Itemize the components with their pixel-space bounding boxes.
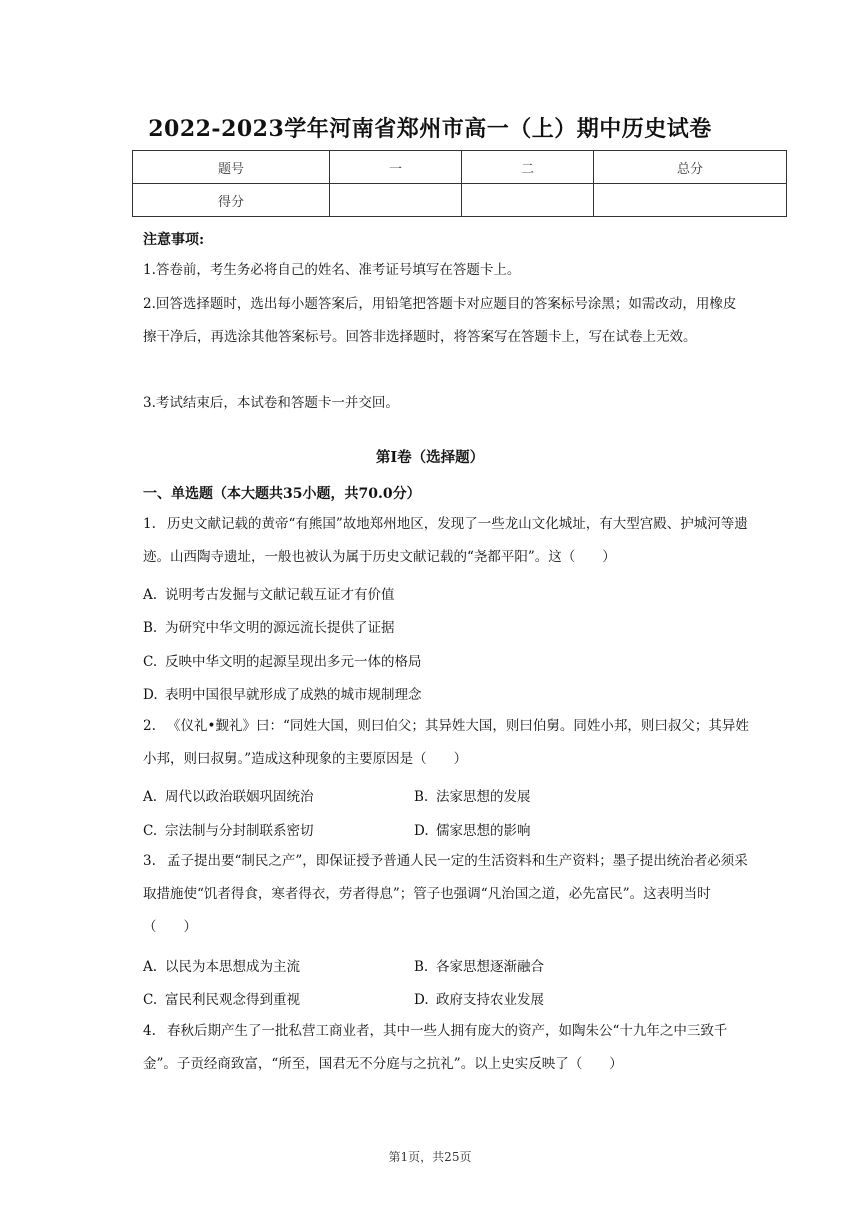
score-cell [462, 184, 594, 217]
notice-item: 2.回答选择题时，选出每小题答案后，用铅笔把答题卡对应题目的答案标号涂黑；如需改动，用橡皮擦干净后，再选涂其他答案标号。回答非选择题时，将答案写在答题卡上，写在试卷上无效。 [143, 296, 737, 345]
question-number: 2. [143, 718, 156, 734]
option-text: 富民利民观念得到重视 [165, 992, 300, 1008]
option-text: 儒家思想的影响 [436, 823, 531, 839]
option-text: 为研究中华文明的源远流长提供了证据 [165, 620, 395, 636]
option [143, 785, 314, 805]
option [414, 785, 531, 805]
question-stem [143, 710, 749, 776]
option-label: D. [414, 823, 429, 839]
option-label: C. [143, 823, 158, 839]
option [414, 955, 544, 975]
score-header-cell: 题号 [133, 151, 330, 184]
option [143, 955, 300, 975]
question-text: 孟子提出要“制民之产”，即保证授予普通人民一定的生活资料和生产资料；墨子提出统治者必须采取措施使“饥者得食，寒者得衣，劳者得息”；管子也强调“凡治国之道，必先富民”。这表明当时（ ） [143, 853, 748, 935]
score-row-label: 得分 [133, 184, 330, 217]
question-number: 3. [143, 853, 156, 869]
option-label: B. [143, 620, 158, 636]
option-text: 说明考古发掘与文献记载互证才有价值 [165, 587, 395, 603]
option [414, 819, 531, 839]
option-label: B. [414, 959, 429, 975]
option-text: 表明中国很早就形成了成熟的城市规制理念 [165, 687, 422, 703]
option-text: 政府支持农业发展 [436, 992, 544, 1008]
score-header-cell: 总分 [594, 151, 787, 184]
option [143, 819, 314, 839]
option-text: 法家思想的发展 [436, 789, 531, 805]
option-label: C. [143, 654, 158, 670]
option [414, 988, 544, 1008]
option-label: D. [414, 992, 429, 1008]
page-footer: 第1页，共25页 [388, 1150, 472, 1164]
score-table-score-row [133, 184, 787, 217]
option-label: C. [143, 992, 158, 1008]
question-text: 《仪礼•觐礼》曰：“同姓大国，则曰伯父；其异姓大国，则曰伯舅。同姓小邦，则曰叔父；其异姓小邦，则曰叔舅。”造成这种现象的主要原因是（ ） [143, 718, 749, 767]
notice-item: 3.考试结束后，本试卷和答题卡一并交回。 [143, 395, 399, 411]
option [143, 616, 395, 636]
option-text: 宗法制与分封制联系密切 [165, 823, 314, 839]
option-label: A. [143, 587, 158, 603]
option [143, 650, 422, 670]
question-number: 4. [143, 1023, 156, 1039]
option-label: A. [143, 959, 158, 975]
option [143, 683, 422, 703]
option-text: 反映中华文明的起源呈现出多元一体的格局 [165, 654, 422, 670]
option-text: 各家思想逐渐融合 [436, 959, 544, 975]
option-label: D. [143, 687, 158, 703]
question-number: 1. [143, 516, 156, 532]
score-cell [594, 184, 787, 217]
section-title: 第I卷（选择题） [375, 449, 485, 466]
option-text: 以民为本思想成为主流 [165, 959, 300, 975]
option-label: A. [143, 789, 158, 805]
notice-heading: 注意事项: [143, 232, 205, 248]
option-label: B. [414, 789, 429, 805]
question-stem [143, 1015, 749, 1081]
score-cell [330, 184, 462, 217]
question-stem [143, 845, 749, 944]
part-title: 一、单选题（本大题共35小题，共70.0分） [143, 486, 421, 502]
option [143, 583, 395, 603]
question-stem [143, 508, 749, 574]
score-header-cell: 一 [330, 151, 462, 184]
page-title: 2022-2023学年河南省郑州市高一（上）期中历史试卷 [148, 116, 712, 142]
notice-item: 1.答卷前，考生务必将自己的姓名、准考证号填写在答题卡上。 [143, 262, 521, 278]
option [143, 988, 300, 1008]
question-text: 历史文献记载的黄帝“有熊国”故地郑州地区，发现了一些龙山文化城址，有大型宫殿、护城河等遗迹。山西陶寺遗址，一般也被认为属于历史文献记载的“尧都平阳”。这（ ） [143, 516, 748, 565]
option-text: 周代以政治联姻巩固统治 [165, 789, 314, 805]
score-header-cell: 二 [462, 151, 594, 184]
question-text: 春秋后期产生了一批私营工商业者，其中一些人拥有庞大的资产，如陶朱公“十九年之中三致千金”。子贡经商致富，“所至，国君无不分庭与之抗礼”。以上史实反映了（ ） [143, 1023, 728, 1072]
score-table [132, 150, 787, 217]
score-table-header-row [133, 151, 787, 184]
